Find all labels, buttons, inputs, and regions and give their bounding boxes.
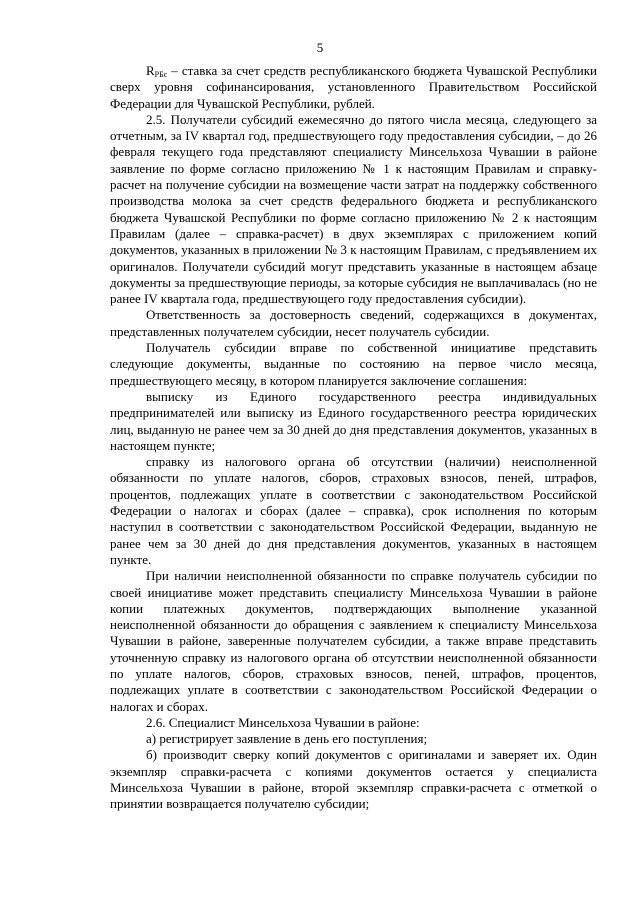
paragraph: а) регистрирует заявление в день его поступления;	[146, 731, 428, 747]
paragraph: 2.6. Специалист Минсельхоза Чувашии в районе:	[146, 714, 420, 730]
formula-subscript: РБс	[154, 70, 168, 79]
formula-symbol: R	[146, 63, 155, 78]
paragraph: Получатель субсидии вправе по собственной инициативе представить следующие документы, выданные по состоянию на первое число месяца, предшествующего месяцу, в котором планируется заключение соглашения:	[110, 340, 597, 388]
paragraph: 2.5. Получатели субсидий ежемесячно до пятого числа месяца, следующего за отчетным, за IV квартал год, предшествующего году предоставления субсидии, – до 26 февраля текущего года представляют специалисту Минсельхоза Чувашии в районе заявление по форме согласно приложению № 1 к настоящим Правилам и справку-расчет на получение субсидии на возмещение части затрат на поддержку собственного производства молока за счет средств федерального бюджета и республиканского бюджета Чувашской Республики по форме согласно приложению № 2 к настоящим Правилам (далее – справка-расчет) в двух экземплярах с приложением копий документов, указанных в приложении № 3 к настоящим Правилам, с предъявлением их оригиналов. Получатели субсидий могут представить указанные в настоящем абзаце документы за предшествующие периоды, за которые субсидия не выплачивалась (но не ранее IV квартала года, предшествующего году предоставления субсидии).	[110, 111, 597, 307]
paragraph: б) производит сверку копий документов с оригиналами и заверяет их. Один экземпляр справки-расчета с копиями документов остается у специалиста Минсельхоза Чувашии в районе, второй экземпляр справки-расчета с отметкой о принятии возвращается получателю субсидии;	[110, 747, 597, 812]
paragraph: справку из налогового органа об отсутствии (наличии) неисполненной обязанности по уплате налогов, сборов, страховых взносов, пеней, штрафов, процентов, подлежащих уплате в соответствии с законодательством Российской Федерации о налогах и сборах (далее – справка), срок исполнения по которым наступил в соответствии с законодательством Российской Федерации, выданную не ранее чем за 30 дней до дня представления документов, указанных в настоящем пункте.	[110, 454, 597, 567]
definition-paragraph	[110, 63, 597, 112]
document-body	[110, 63, 597, 813]
paragraph: При наличии неисполненной обязанности по справке получатель субсидии по своей инициативе может представить специалисту Минсельхоза Чувашии в районе копии платежных документов, подтверждающих выполнение указанной неисполненной обязанности до обращения с заявлением к специалисту Минсельхоза Чувашии в районе, заверенные получателем субсидии, а также вправе представить уточненную справку из налогового органа об отсутствии неисполненной обязанности по уплате налогов, сборов, страховых взносов, пеней, штрафов, процентов, подлежащих уплате в соответствии с законодательством Российской Федерации о налогах и сборах.	[110, 568, 597, 714]
paragraph: Ответственность за достоверность сведений, содержащихся в документах, представленных получателем субсидии, несет получатель субсидии.	[110, 307, 597, 339]
definition-text: – ставка за счет средств республиканского бюджета Чувашской Республики сверх уровня софинансирования, установленного Правительством Российской Федерации для Чувашской Республики, рублей.	[110, 63, 597, 111]
paragraph: выписку из Единого государственного реестра индивидуальных предпринимателей или выписку из Единого государственного реестра юридических лиц, выданную не ранее чем за 30 дней до дня представления документов, указанных в настоящем пункте;	[110, 388, 597, 453]
page-number: 5	[316, 40, 324, 55]
